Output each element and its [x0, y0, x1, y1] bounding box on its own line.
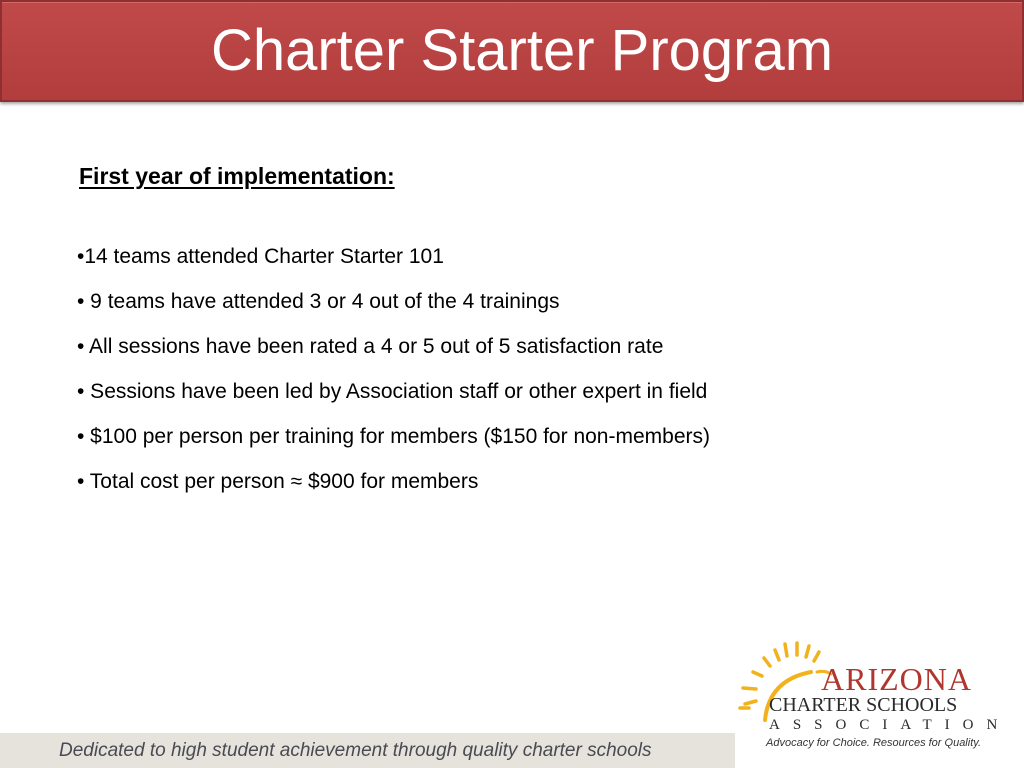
logo-tagline: Advocacy for Choice. Resources for Quality. — [766, 737, 981, 749]
logo-name-arizona: ARIZONA — [821, 661, 972, 697]
footer-band — [0, 733, 735, 768]
bullet-list — [77, 234, 710, 504]
bullet-item: • All sessions have been rated a 4 or 5 out of 5 satisfaction rate — [77, 335, 664, 358]
bullet-item: • Sessions have been led by Association staff or other expert in field — [77, 380, 708, 403]
bullet-item: • $100 per person per training for members ($150 for non-members) — [77, 425, 710, 448]
logo-name-association: ASSOCIATION — [769, 717, 1011, 733]
bullet-item: • 9 teams have attended 3 or 4 out of the 4 trainings — [77, 290, 560, 313]
slide-title: Charter Starter Program — [210, 18, 834, 83]
section-heading: First year of implementation: — [79, 163, 395, 189]
slide-content — [77, 160, 979, 493]
bullet-item: • Total cost per person ≈ $900 for members — [77, 470, 479, 493]
logo-name-charter-schools: CHARTER SCHOOLS — [769, 694, 958, 716]
association-logo — [735, 636, 1020, 754]
footer-tagline: Dedicated to high student achievement through quality charter schools — [59, 740, 652, 761]
title-banner — [0, 0, 1024, 102]
bullet-item: •14 teams attended Charter Starter 101 — [77, 245, 444, 268]
